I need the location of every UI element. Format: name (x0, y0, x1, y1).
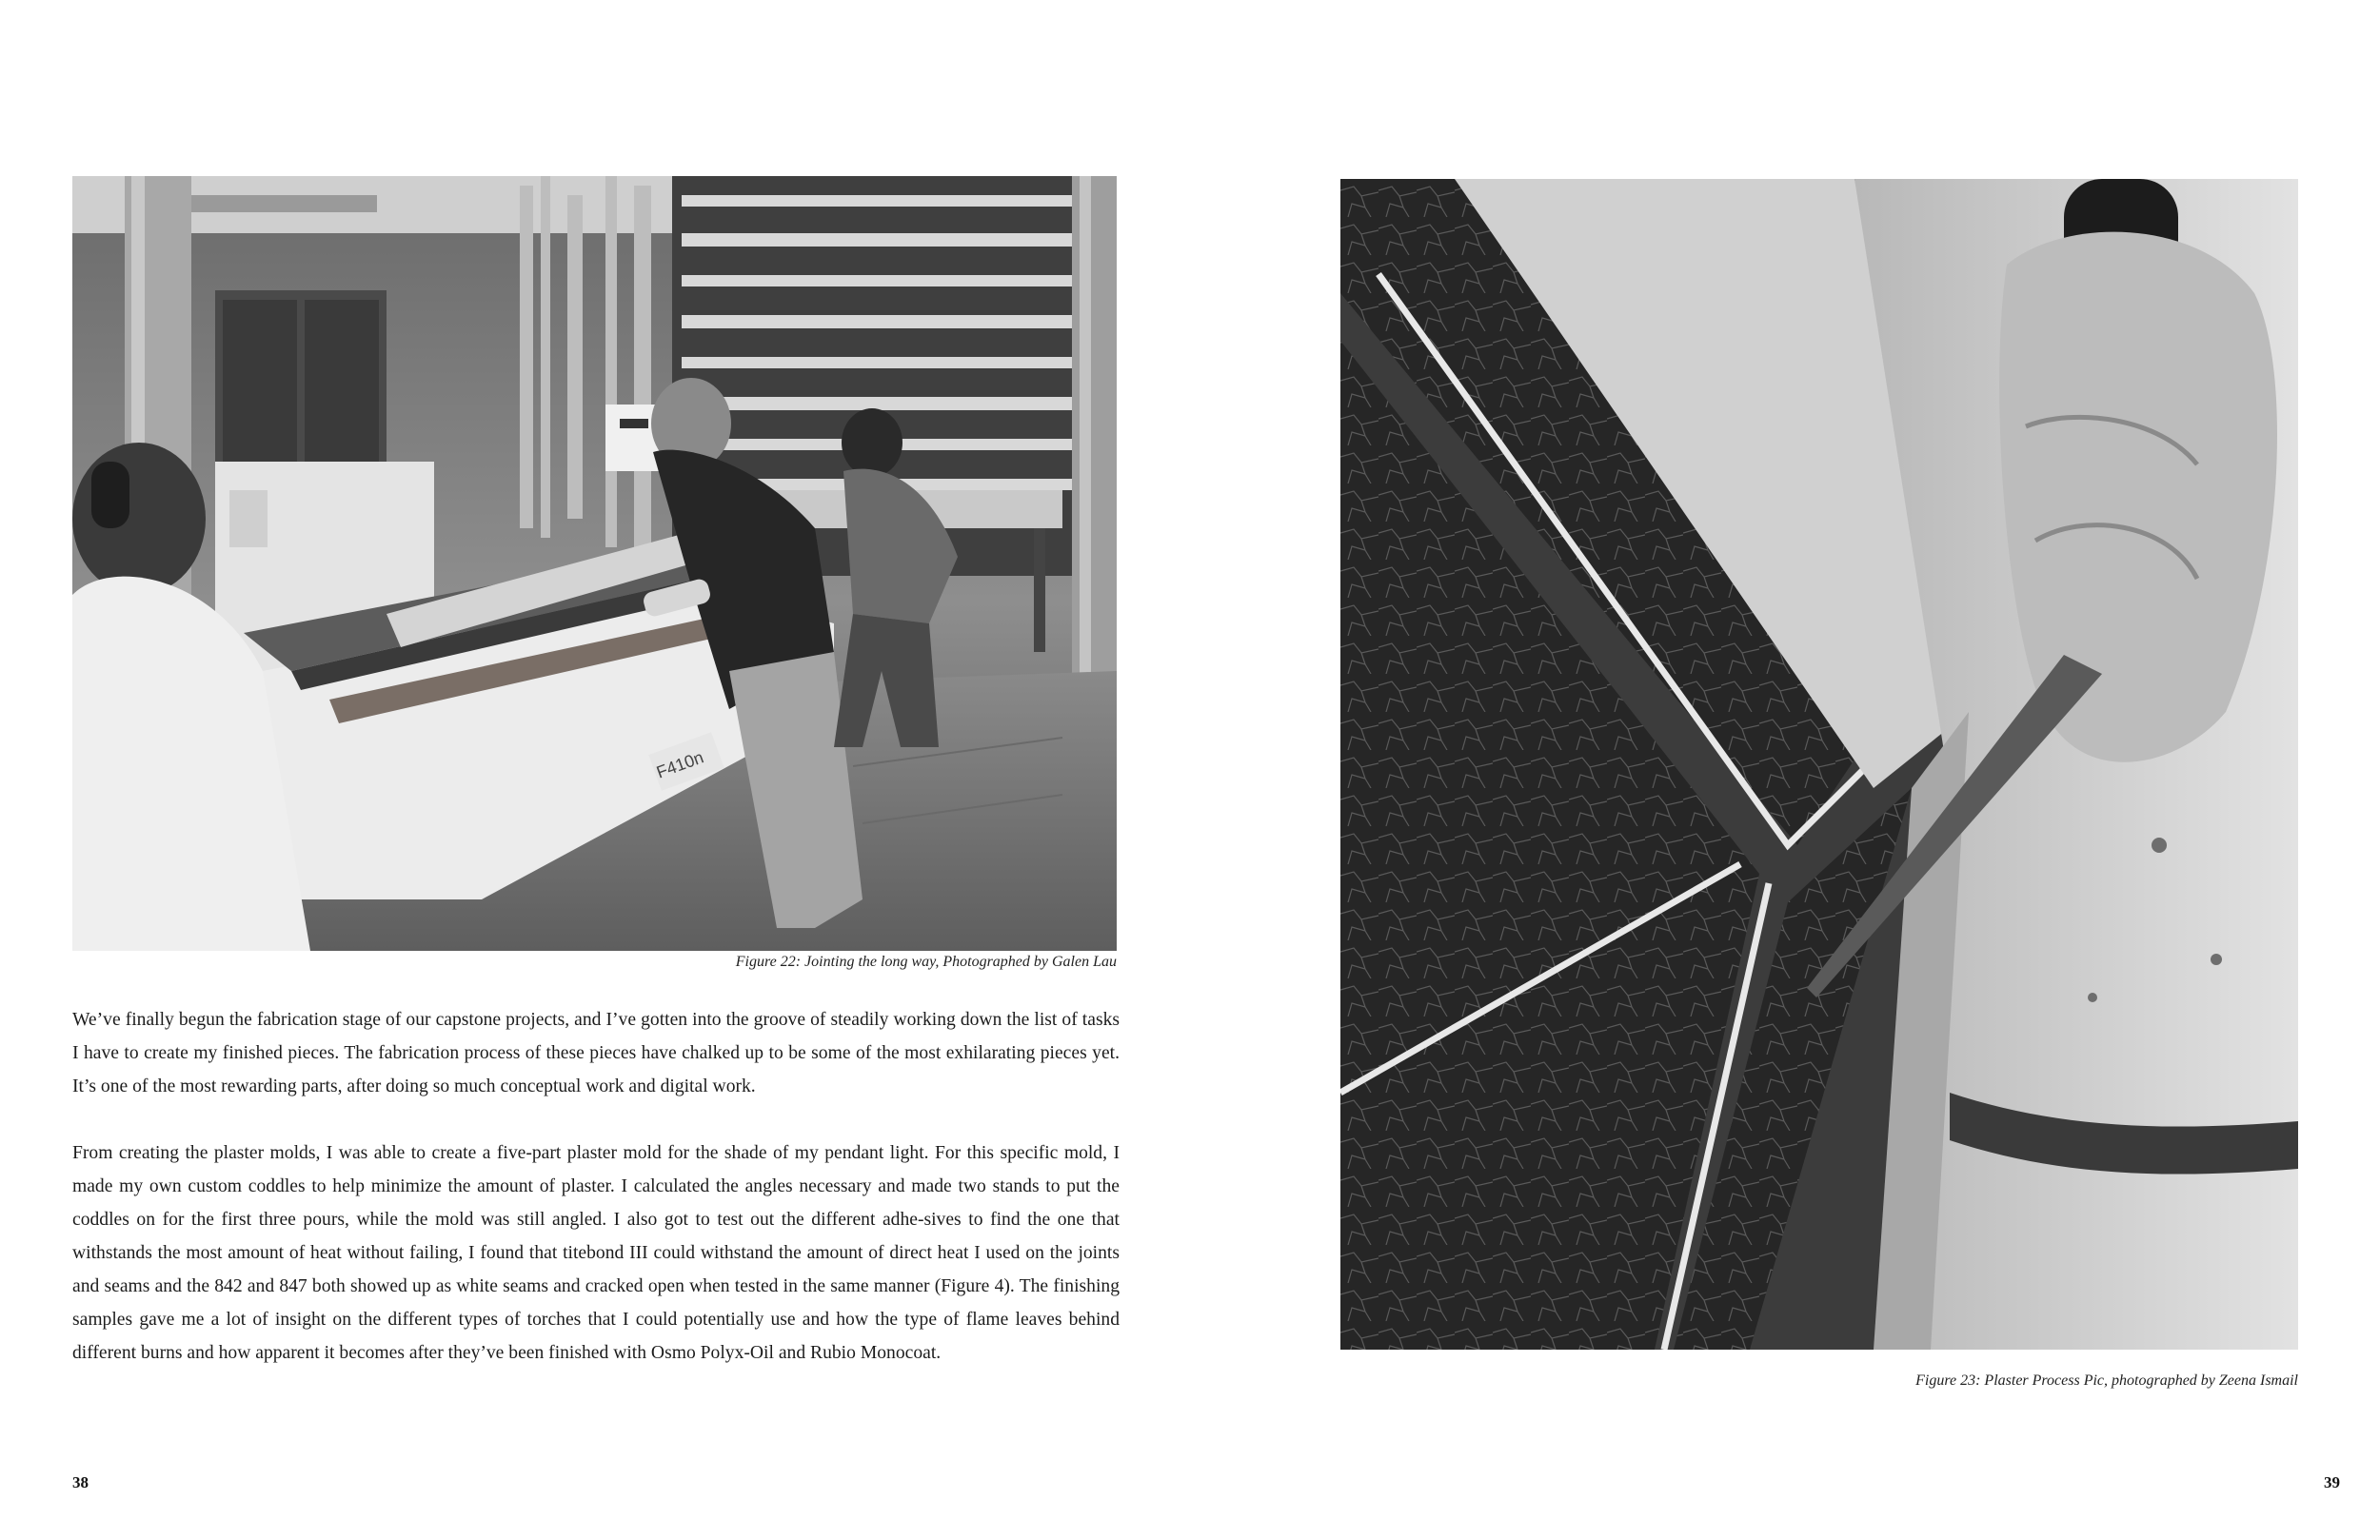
right-page (1190, 0, 2380, 1540)
body-paragraph-2 (72, 1136, 1120, 1370)
paragraph-text: From creating the plaster molds, I was able to create a five-part plaster mold for the shade of my pendant light. For this specific mold, I made my own custom coddles to help minimize the amount of plaster. I calculated the angles necessary and made two stands to put the coddles on for the first three pours, while the mold was still angled. I also got to test out the different adhe-sives to find the one that withstands the most amount of heat without failing, I found that titebond III could withstand the amount of direct heat I used on the joints and seams and the 842 and 847 both showed up as white seams and cracked open when tested in the same manner (Figure 4). The finishing samples gave me a lot of insight on the different types of torches that I could potentially use and how the type of flame leaves behind different burns and how apparent it becomes after they’ve been finished with Osmo Polyx-Oil and Rubio Monocoat. (72, 1143, 1120, 1363)
machine-label: F410n (653, 747, 706, 782)
paragraph-text: We’ve finally begun the fabrication stage of our capstone projects, and I’ve gotten into the groove of steadily working down the list of tasks I have to create my finished pieces. The fabrication process of these pieces have chalked up to be some of the most exhilarating pieces yet. It’s one of the most rewarding parts, after doing so much conceptual work and digital work. (72, 1010, 1120, 1096)
figure-23-caption: Figure 23: Plaster Process Pic, photographed by Zeena Ismail (1915, 1372, 2298, 1389)
figure-22-woodshop-photo (72, 176, 1117, 951)
figure-23-plaster-process-photo (1340, 179, 2298, 1350)
page-number-right: 39 (2324, 1473, 2340, 1491)
page-number-left: 38 (72, 1473, 89, 1491)
figure-22-caption: Figure 22: Jointing the long way, Photographed by Galen Lau (735, 954, 1117, 970)
body-paragraph-1 (72, 1003, 1120, 1103)
